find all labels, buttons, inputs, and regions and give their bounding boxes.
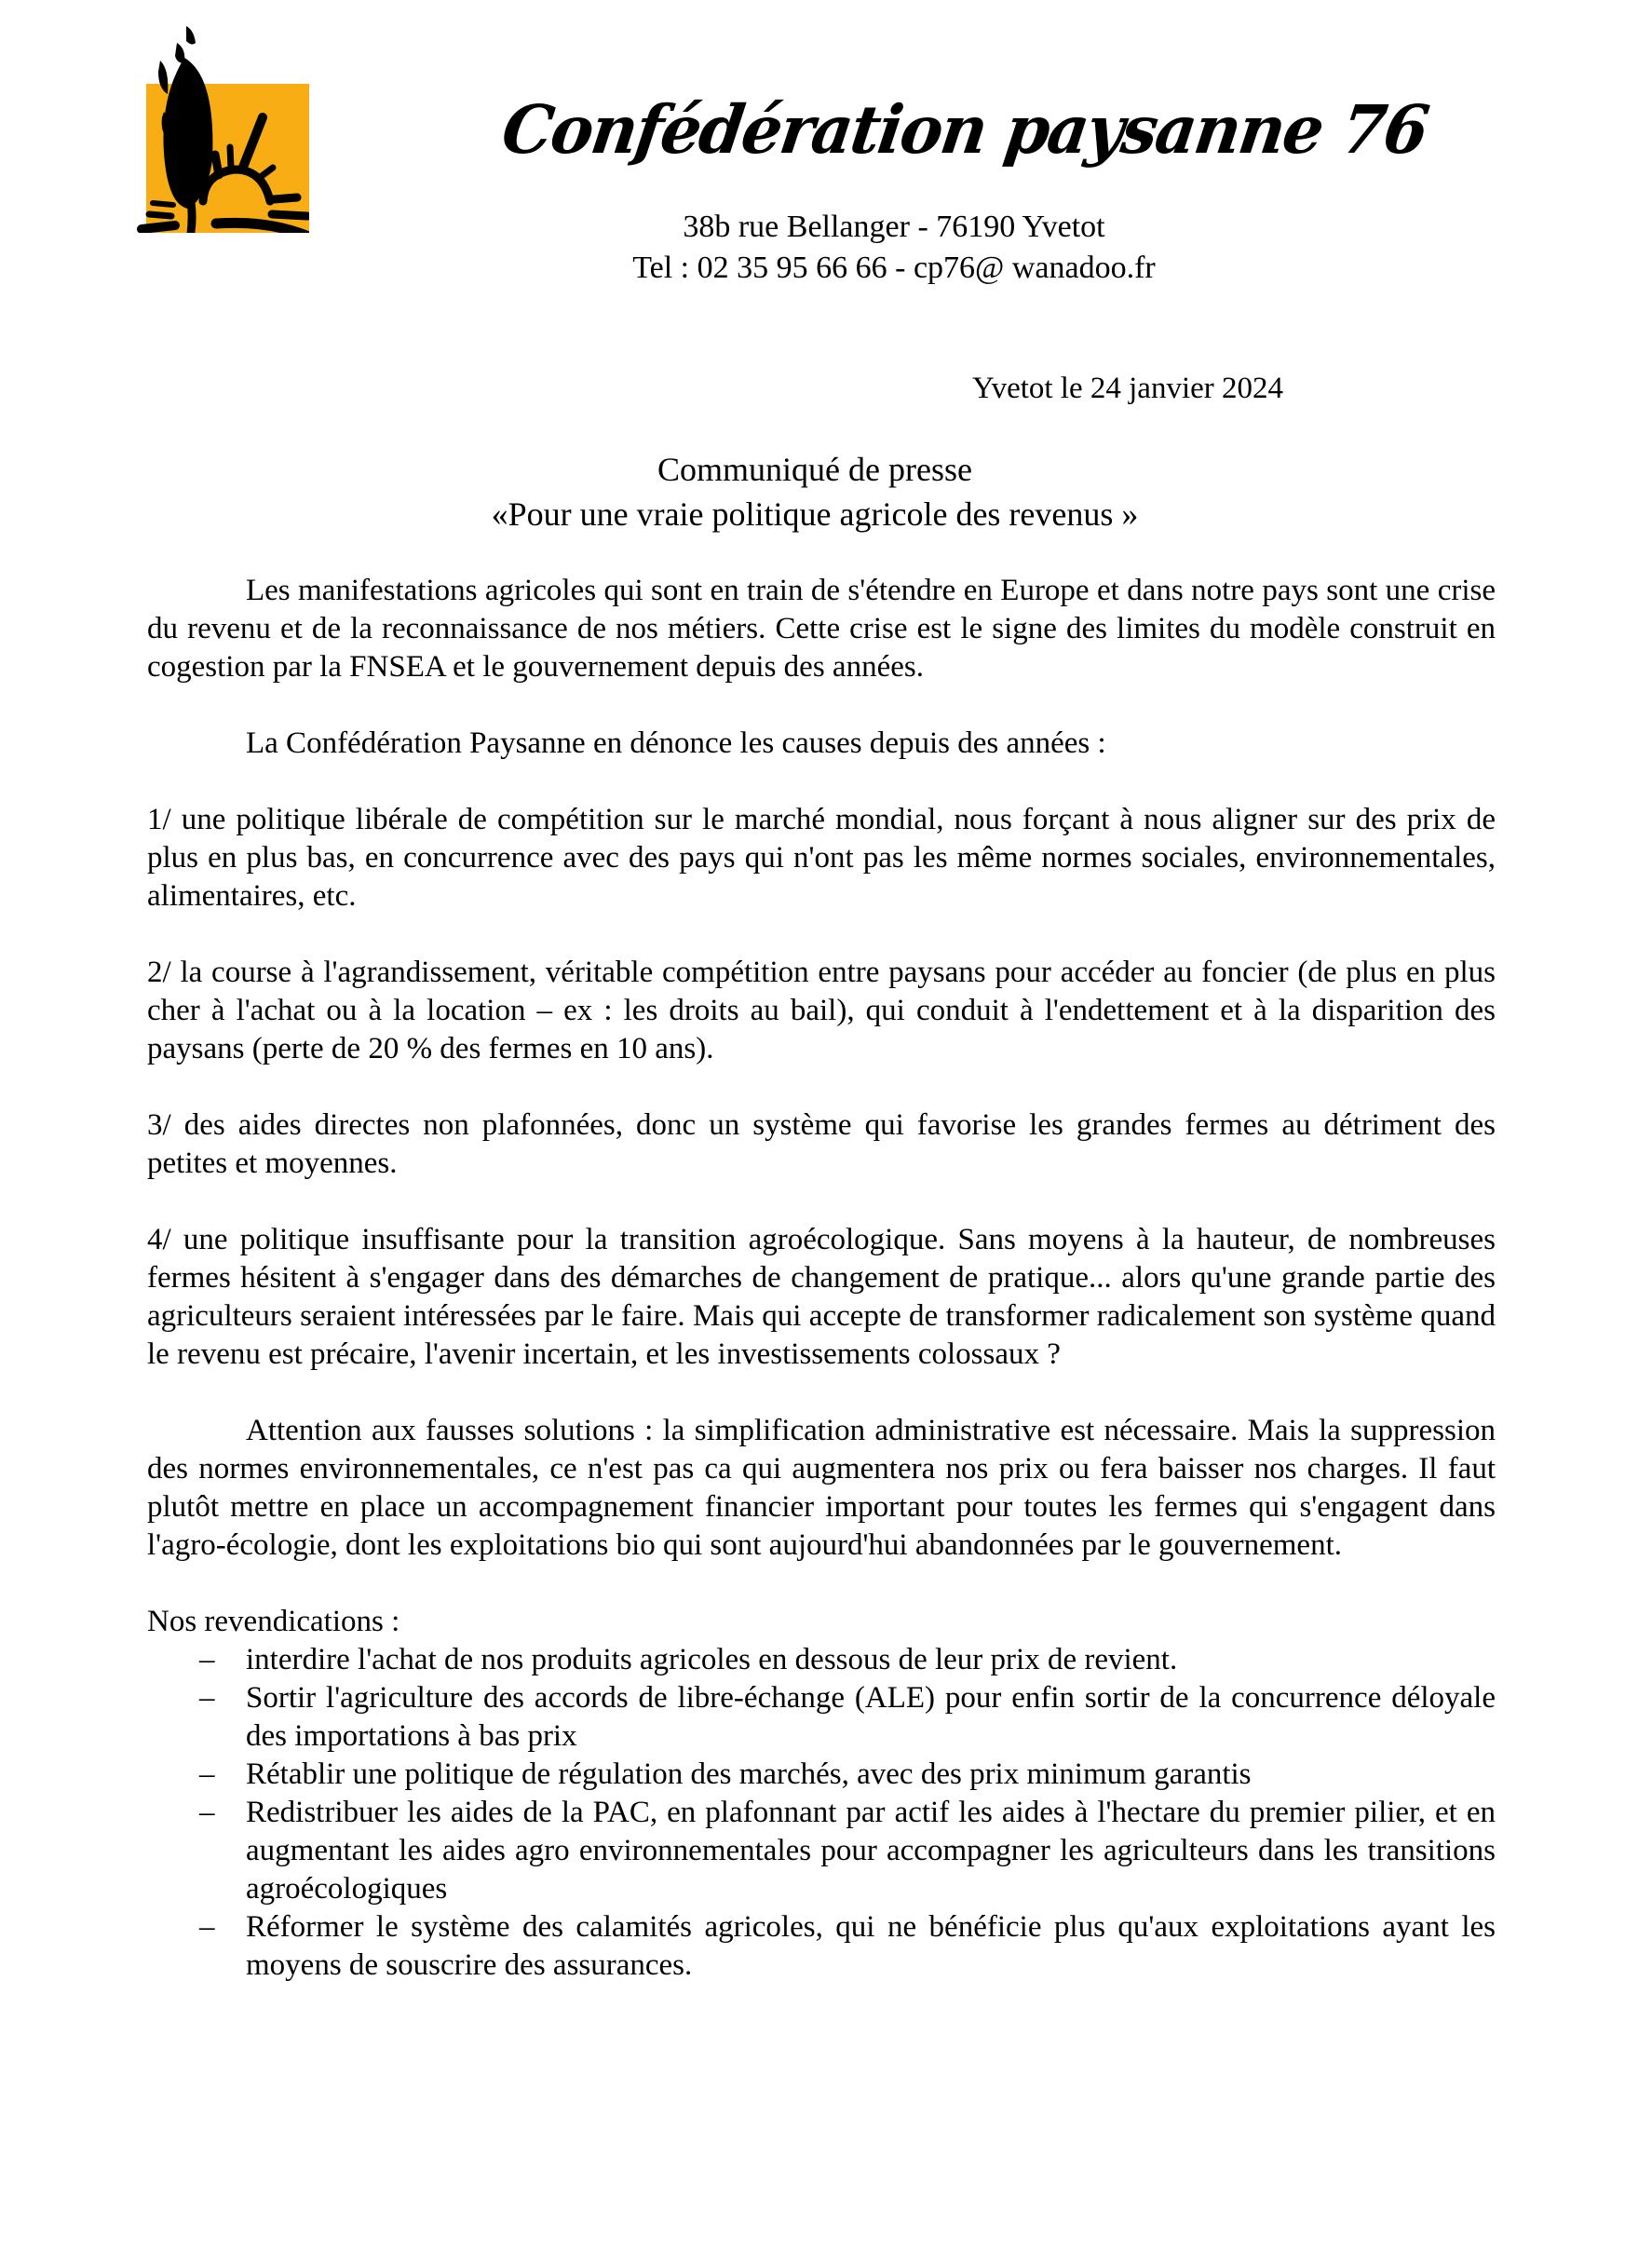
demand-item <box>147 1756 1496 1794</box>
document-date: Yvetot le 24 janvier 2024 <box>972 372 1283 405</box>
demand-text: Rétablir une politique de régulation des marchés, avec des prix minimum garantis <box>246 1757 1252 1791</box>
dash-bullet-icon: – <box>199 1910 215 1944</box>
address-line: 38b rue Bellanger - 76190 Yvetot <box>683 210 1105 244</box>
dash-bullet-icon: – <box>199 1643 215 1676</box>
paragraph-warning: Attention aux fausses solutions : la simplification administrative est nécessaire. Mais la suppression des normes environnementales, ce n'est pas ca qui augmentera nos prix ou fera baisser nos charges. Il faut plutôt mettre en place un accompagnement financier important pour toutes les fermes qui s'engagent dans l'agro-écologie, dont les exploitations bio qui sont aujourd'hui abandonnées par le gouvernement. <box>147 1414 1496 1562</box>
demand-item <box>147 1679 1496 1756</box>
organization-name: Confédération paysanne 76 <box>497 91 1432 170</box>
paragraph-cause-4: 4/ une politique insuffisante pour la transition agroécologique. Sans moyens à la hauteur, de nombreuses fermes hésitent à s'engager dans des démarches de changement de pratique... alors qu'une grande partie des agriculteurs seraient intéressées par le faire. Mais qui accepte de transformer radicalement son système quand le revenu est précaire, l'avenir incertain, et les investissements colossaux ? <box>147 1223 1496 1371</box>
demands-list <box>147 1641 1496 1985</box>
demand-item <box>147 1794 1496 1908</box>
paragraph-cause-1: 1/ une politique libérale de compétition sur le marché mondial, nous forçant à nous aligner sur des prix de plus en plus bas, en concurrence avec des pays qui n'ont pas les même normes sociales, environnementales, alimentaires, etc. <box>147 803 1496 913</box>
title-line-1: Communiqué de presse <box>657 451 972 488</box>
press-release-title <box>372 447 1257 536</box>
document-body <box>147 572 1496 1985</box>
demand-text: Réformer le système des calamités agricoles, qui ne bénéficie plus qu'aux exploitations ayant les moyens de souscrire des assurances. <box>246 1910 1496 1982</box>
demand-text: interdire l'achat de nos produits agricoles en dessous de leur prix de revient. <box>246 1643 1178 1676</box>
demand-text: Redistribuer les aides de la PAC, en plafonnant par actif les aides à l'hectare du premier pilier, et en augmentant les aides agro environnementales pour accompagner les agriculteurs dans les transitions agroécologiques <box>246 1796 1496 1906</box>
title-line-2: «Pour une vraie politique agricole des revenus » <box>491 495 1139 533</box>
paragraph-intro: Les manifestations agricoles qui sont en train de s'étendre en Europe et dans notre pays sont une crise du revenu et de la reconnaissance de nos métiers. Cette crise est le signe des limites du modèle construit en cogestion par la FNSEA et le gouvernement depuis des années. <box>147 574 1496 684</box>
demand-text: Sortir l'agriculture des accords de libre-échange (ALE) pour enfin sortir de la concurrence déloyale des importations à bas prix <box>246 1681 1496 1753</box>
demands-heading: Nos revendications : <box>147 1605 400 1638</box>
demand-item <box>147 1908 1496 1985</box>
dash-bullet-icon: – <box>199 1796 215 1829</box>
paragraph-cause-3: 3/ des aides directes non plafonnées, donc un système qui favorise les grandes fermes au détriment des petites et moyennes. <box>147 1108 1496 1180</box>
contact-line: Tel : 02 35 95 66 66 - cp76@ wanadoo.fr <box>632 251 1156 285</box>
wheat-and-sun-logo-icon <box>114 19 309 233</box>
demand-item <box>147 1641 1496 1679</box>
paragraph-cause-2: 2/ la course à l'agrandissement, véritable compétition entre paysans pour accéder au foncier (de plus en plus cher à l'achat ou à la location – ex : les droits au bail), qui conduit à l'endettement et à la disparition des paysans (perte de 20 % des fermes en 10 ans). <box>147 956 1496 1065</box>
dash-bullet-icon: – <box>199 1757 215 1791</box>
dash-bullet-icon: – <box>199 1681 215 1715</box>
paragraph-causes-intro: La Confédération Paysanne en dénonce les causes depuis des années : <box>246 726 1106 760</box>
